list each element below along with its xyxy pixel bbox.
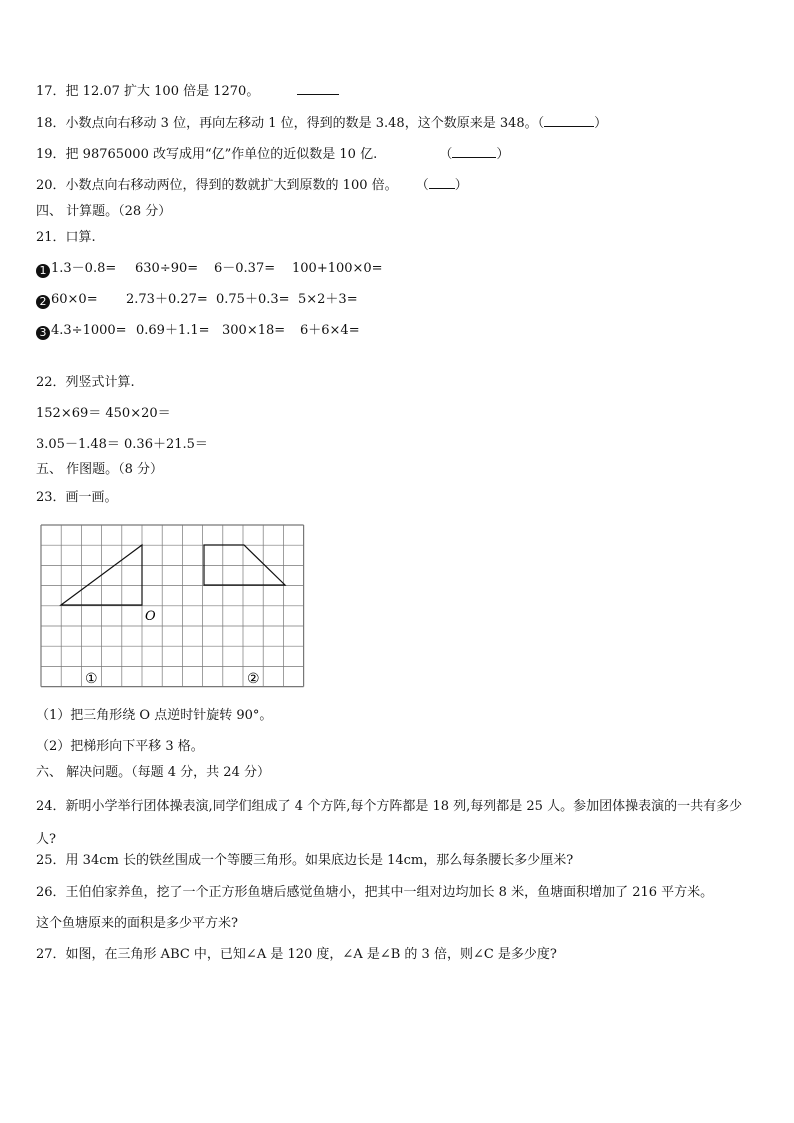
oral-item-text: 60×0=	[51, 292, 98, 307]
question-18-text: 18．小数点向右移动 3 位，再向左移动 1 位，得到的数是 3.48，这个数原来是 348。（	[36, 116, 545, 131]
oral-item	[36, 322, 127, 340]
question-26-line-2: 这个鱼塘原来的面积是多少平方米?	[36, 916, 238, 931]
question-22: 22．列竖式计算.	[36, 375, 135, 390]
figure-2-label: ②	[247, 671, 260, 687]
question-23: 23．画一画。	[36, 490, 118, 505]
grid-lines	[41, 525, 304, 687]
figure-1-label: ①	[85, 671, 98, 687]
oral-item	[300, 322, 360, 340]
oral-item-text: 100+100×0=	[292, 261, 383, 276]
open-paren: （	[415, 178, 429, 193]
question-20	[36, 176, 468, 195]
question-23-part-2: （2）把梯形向下平移 3 格。	[36, 739, 204, 754]
open-paren: （	[439, 147, 453, 162]
question-24: 24．新明小学举行团体操表演,同学们组成了 4 个方阵,每个方阵都是 18 列,每列都是 25 人。参加团体操表演的一共有多少人?	[36, 799, 743, 847]
oral-item	[216, 291, 290, 309]
question-18	[36, 114, 607, 133]
section-heading-4: 四、 计算题。（28 分）	[36, 204, 172, 219]
oral-item	[135, 260, 198, 278]
answer-blank[interactable]	[544, 114, 594, 127]
vertical-calc-line-1: 152×69＝ 450×20＝	[36, 406, 171, 421]
oral-item	[222, 322, 285, 340]
oral-item	[136, 322, 210, 340]
circled-number: 3	[36, 326, 50, 340]
section-heading-5: 五、 作图题。（8 分）	[36, 462, 164, 477]
grid-figure	[40, 523, 306, 689]
answer-blank[interactable]	[297, 82, 339, 95]
oral-item-text: 6＋6×4=	[300, 323, 360, 338]
question-27: 27．如图，在三角形 ABC 中，已知∠A 是 120 度，∠A 是∠B 的 3 倍，则∠C 是多少度?	[36, 947, 557, 962]
question-25: 25．用 34cm 长的铁丝围成一个等腰三角形。如果底边长是 14cm，那么每条腰长多少厘米?	[36, 853, 574, 868]
vertical-calc-line-2: 3.05－1.48＝ 0.36＋21.5＝	[36, 437, 208, 452]
oral-item-text: 0.75＋0.3=	[216, 292, 290, 307]
question-21: 21．口算.	[36, 230, 96, 245]
close-paren: ）	[496, 147, 510, 162]
oral-item-text: 1.3－0.8=	[51, 261, 117, 276]
oral-item-text: 0.69＋1.1=	[136, 323, 210, 338]
oral-item-text: 2.73＋0.27=	[126, 292, 208, 307]
question-23-part-1: （1）把三角形绕 O 点逆时针旋转 90°。	[36, 708, 273, 723]
circled-number: 2	[36, 295, 50, 309]
circled-number: 1	[36, 264, 50, 278]
question-17-text: 17．把 12.07 扩大 100 倍是 1270。	[36, 84, 260, 99]
question-19-text: 19．把 98765000 改写成用“亿”作单位的近似数是 10 亿.	[36, 147, 378, 162]
oral-item-text: 5×2＋3=	[298, 292, 358, 307]
close-paren: ）	[454, 178, 468, 193]
question-17	[36, 82, 339, 101]
question-19	[36, 145, 509, 164]
question-20-text: 20．小数点向右移动两位，得到的数就扩大到原数的 100 倍。	[36, 178, 398, 193]
question-26-line-1: 26．王伯伯家养鱼，挖了一个正方形鱼塘后感觉鱼塘小，把其中一组对边均加长 8 米，鱼塘面积增加了 216 平方米。	[36, 885, 714, 900]
trapezoid-shape	[204, 545, 285, 585]
oral-item-text: 300×18=	[222, 323, 286, 338]
oral-item	[36, 260, 116, 278]
section-heading-6: 六、 解决问题。（每题 4 分，共 24 分）	[36, 765, 270, 780]
answer-blank[interactable]	[429, 176, 455, 189]
oral-item	[36, 291, 98, 309]
oral-item-text: 6－0.37=	[214, 261, 276, 276]
answer-blank[interactable]	[452, 145, 496, 158]
oral-item	[214, 260, 275, 278]
close-paren: ）	[594, 116, 608, 131]
oral-item-text: 630÷90=	[135, 261, 199, 276]
oral-item	[298, 291, 358, 309]
point-o-label: O	[145, 609, 156, 624]
oral-item	[292, 260, 383, 278]
oral-item	[126, 291, 208, 309]
oral-item-text: 4.3÷1000=	[51, 323, 127, 338]
